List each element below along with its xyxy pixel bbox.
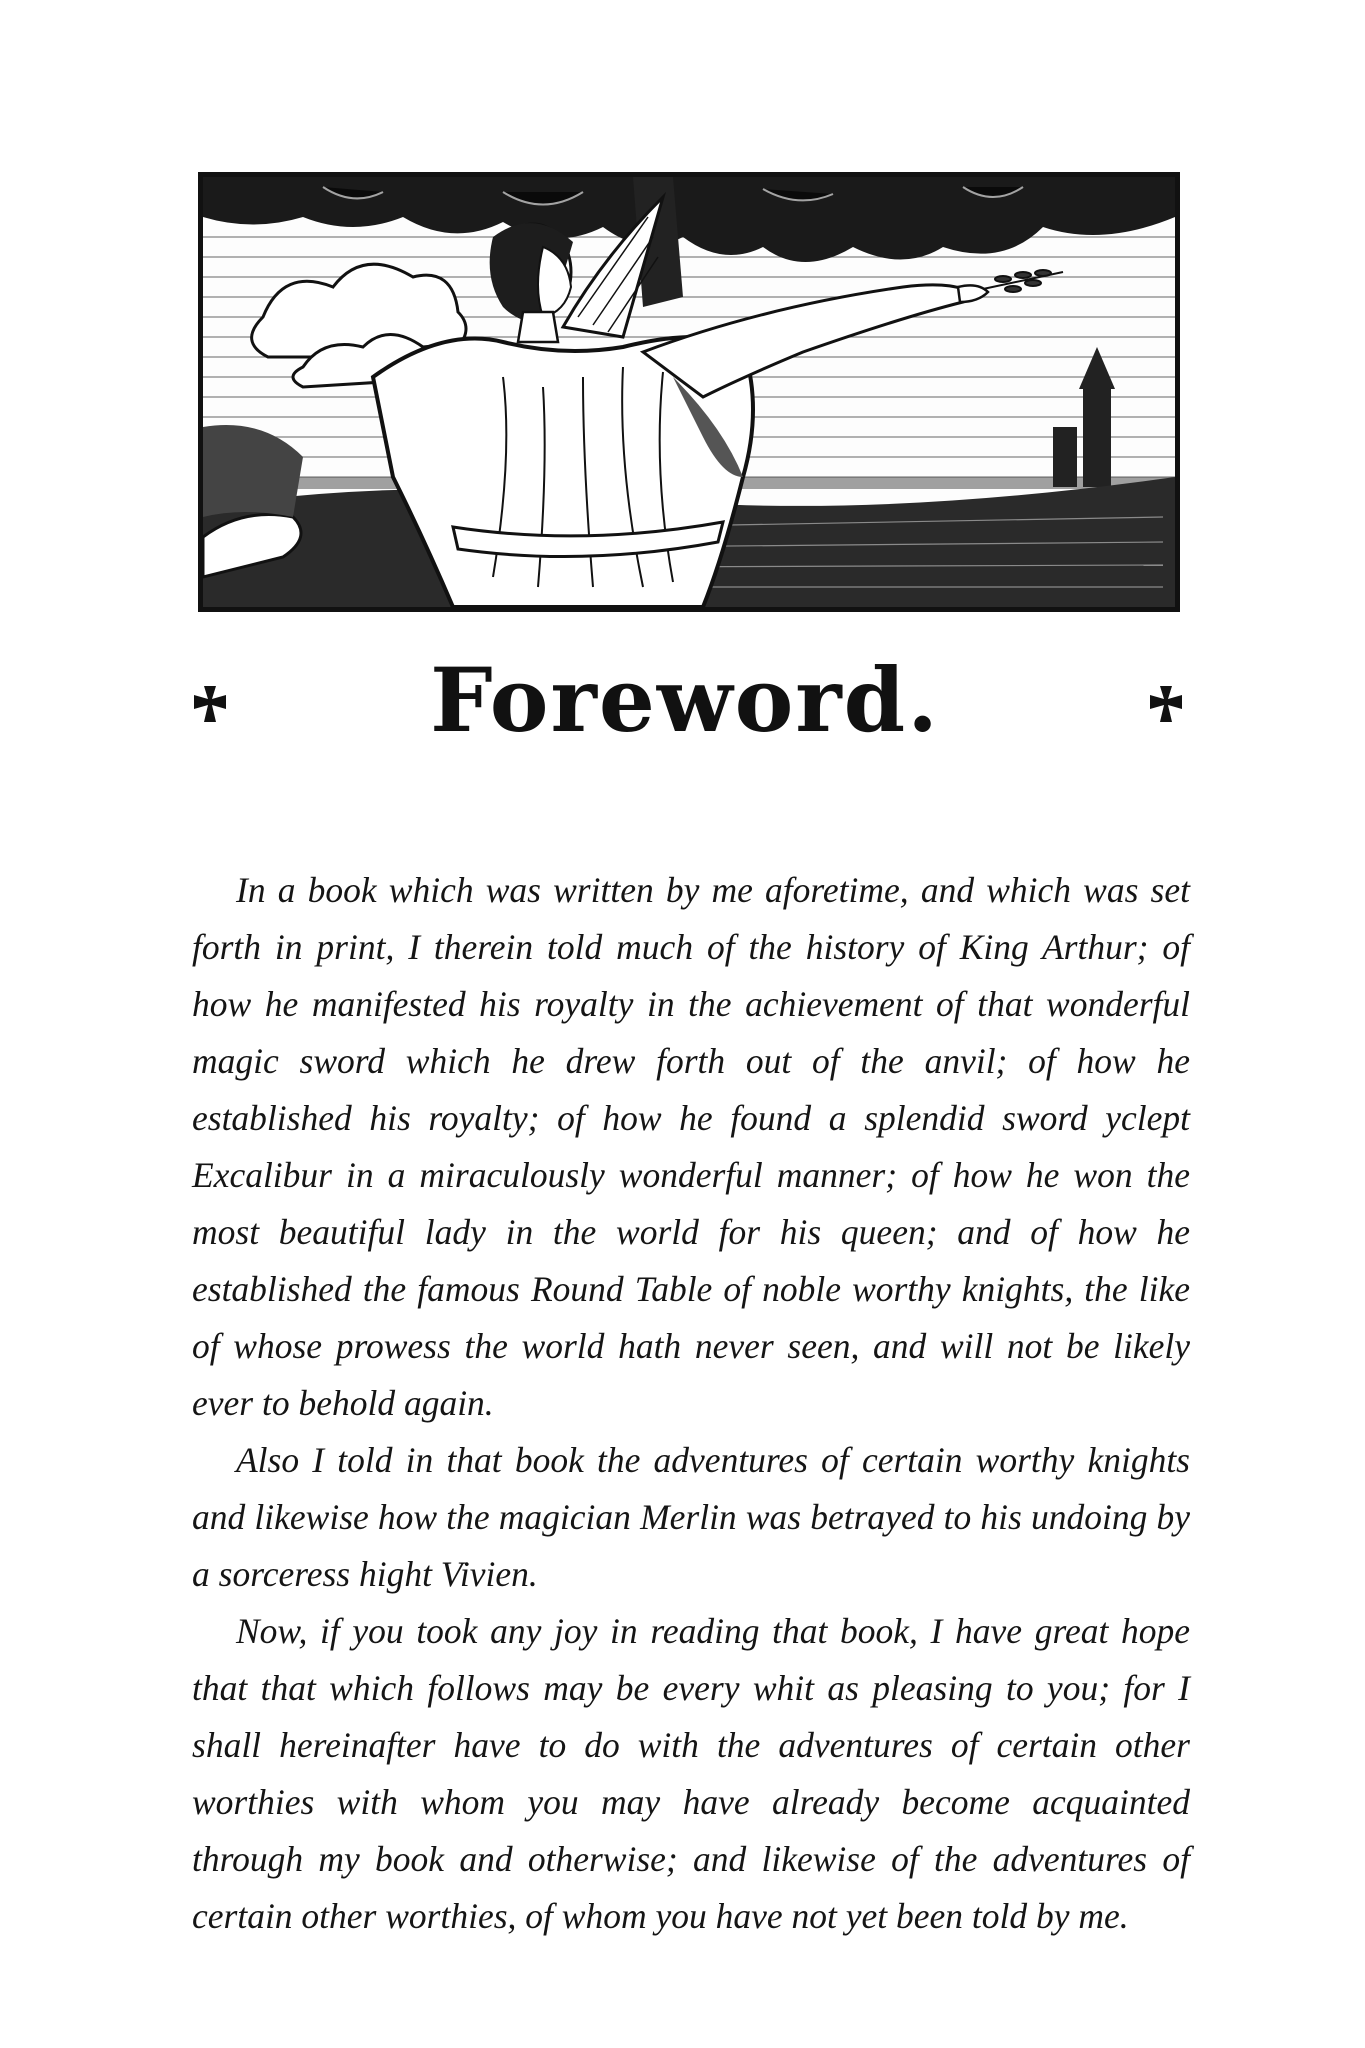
paragraph: In a book which was written by me aforetime, and which was set forth in print, I therein told much of the history of King Arthur; of how he manifested his royalty in the achievement of that wonderful magic sword which he drew forth out of the anvil; of how he established his royalty; of how he found a splendid sword yclept Excalibur in a miraculously wonderful manner; of how he won the most beautiful lady in the world for his queen; and of how he established the famous Round Table of noble worthy knights, the like of whose prowess the world hath never seen, and will not be likely ever to behold again. — [192, 870, 1190, 1423]
paragraph: Also I told in that book the adventures of certain worthy knights and likewise how the magician Merlin was betrayed to his undoing by a sorceress hight Vivien. — [192, 1440, 1190, 1594]
foreword-text — [192, 862, 1190, 1945]
title-row — [180, 640, 1190, 760]
page-title: Foreword. — [430, 648, 940, 752]
woodcut-illustration-icon — [198, 172, 1180, 612]
paragraph: Now, if you took any joy in reading that book, I have great hope that that which follows may be every whit as pleasing to you; for I shall hereinafter have to do with the adventures of certain other worthies with whom you may have already become acquainted through my book and otherwise; and likewise of the adventures of certain other worthies, of whom you have not yet been told by me. — [192, 1611, 1190, 1936]
cross-pattee-icon — [1148, 684, 1184, 724]
